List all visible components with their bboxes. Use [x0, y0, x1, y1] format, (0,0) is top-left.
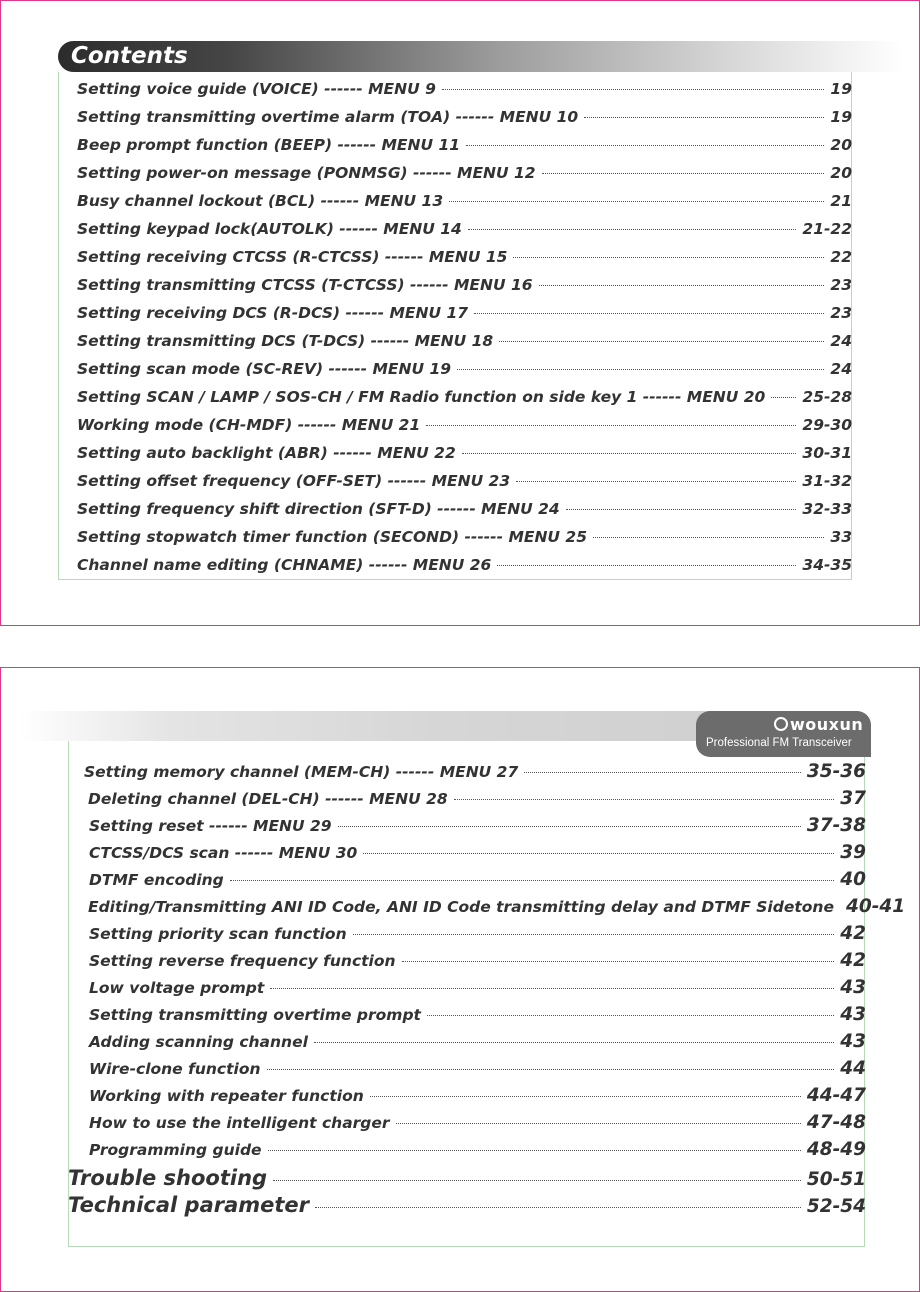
brand-badge	[696, 711, 871, 757]
toc-entry-page: 43	[840, 977, 866, 998]
toc-entry	[88, 788, 866, 815]
dot-leader	[427, 1015, 834, 1016]
toc-entry-page: 24	[830, 360, 852, 378]
toc-entry-title: Setting memory channel (MEM-CH) ------ MENU 27	[84, 763, 519, 781]
toc-entry	[89, 842, 866, 869]
toc-entry-page: 48-49	[806, 1139, 866, 1160]
dot-leader	[497, 565, 796, 566]
toc-entry	[77, 276, 852, 304]
toc-entry-page: 32-33	[802, 500, 852, 518]
toc-entry-title: Setting transmitting overtime prompt	[89, 1006, 421, 1024]
toc-entry-title: DTMF encoding	[89, 871, 224, 889]
toc-entry-title: Channel name editing (CHNAME) ------ MENU 26	[77, 556, 492, 574]
toc-entry	[89, 1004, 866, 1031]
toc-entry-page: 44-47	[806, 1085, 866, 1106]
dot-leader	[268, 1150, 801, 1151]
dot-leader	[442, 89, 825, 90]
toc-entry-title: Busy channel lockout (BCL) ------ MENU 13	[77, 192, 444, 210]
dot-leader	[396, 1123, 801, 1124]
toc-entry-title: Trouble shooting	[68, 1166, 268, 1190]
toc-entry-title: Setting auto backlight (ABR) ------ MENU 22	[77, 444, 456, 462]
toc-entry	[77, 304, 852, 332]
toc-entry-page: 43	[840, 1031, 866, 1052]
toc-entry-title: Setting offset frequency (OFF-SET) ------ MENU 23	[77, 472, 511, 490]
logo-swirl-icon	[774, 717, 788, 731]
toc-entry-title: Setting power-on message (PONMSG) ------ MENU 12	[77, 164, 536, 182]
contents-heading: Contents	[71, 43, 188, 69]
toc-entry-title: Low voltage prompt	[89, 979, 265, 997]
toc-entry-title: Setting reverse frequency function	[89, 952, 396, 970]
toc-entry	[89, 1031, 866, 1058]
brand-name: wouxun	[790, 714, 864, 734]
dot-leader	[771, 397, 796, 398]
toc-entry-page: 20	[830, 164, 852, 182]
dot-leader	[516, 481, 796, 482]
toc-entry-title: Programming guide	[89, 1141, 262, 1159]
toc-entry	[89, 815, 866, 842]
toc-entry	[77, 136, 852, 164]
dot-leader	[584, 117, 824, 118]
toc-entry	[77, 388, 852, 416]
toc-entry-page: 37-38	[806, 815, 866, 836]
toc-entry	[77, 164, 852, 192]
toc-entry-title: Technical parameter	[68, 1193, 310, 1217]
toc-entry	[77, 360, 852, 388]
toc-entry	[77, 500, 852, 528]
toc-entry	[89, 869, 866, 896]
dot-leader	[542, 173, 825, 174]
toc-entry-page: 33	[830, 528, 852, 546]
toc-entry	[77, 556, 852, 584]
toc-entry-title: Editing/Transmitting ANI ID Code, ANI ID Code transmitting delay and DTMF Sidetone	[88, 898, 834, 916]
toc-entry-page: 37	[840, 788, 866, 809]
toc-entry-page: 19	[830, 108, 852, 126]
dot-leader	[353, 934, 835, 935]
dot-leader	[524, 772, 801, 773]
toc-entry	[77, 416, 852, 444]
toc-entry-title: Setting transmitting overtime alarm (TOA) ------ MENU 10	[77, 108, 579, 126]
toc-entry-title: CTCSS/DCS scan ------ MENU 30	[89, 844, 358, 862]
toc-entry-page: 21	[830, 192, 852, 210]
dot-leader	[466, 145, 824, 146]
dot-leader	[474, 313, 824, 314]
toc-entry-page: 23	[830, 276, 852, 294]
toc-entry-page: 22	[830, 248, 852, 266]
dot-leader	[426, 425, 796, 426]
toc-entry-page: 20	[830, 136, 852, 154]
toc-entry	[88, 896, 906, 923]
toc-entry-page: 42	[840, 923, 866, 944]
toc-entry	[89, 950, 866, 977]
toc-entry	[89, 923, 866, 950]
toc-entry-title: Setting scan mode (SC-REV) ------ MENU 19	[77, 360, 452, 378]
toc-entry-title: Setting receiving CTCSS (R-CTCSS) ------ MENU 15	[77, 248, 508, 266]
dot-leader	[462, 453, 797, 454]
toc-entry-page: 42	[840, 950, 866, 971]
toc-entry-title: Setting SCAN / LAMP / SOS-CH / FM Radio function on side key 1 ------ MENU 20	[77, 388, 766, 406]
toc-entry-title: Beep prompt function (BEEP) ------ MENU 11	[77, 136, 461, 154]
toc-entry-page: 31-32	[802, 472, 852, 490]
brand-tagline: Professional FM Transceiver	[706, 737, 852, 749]
toc-entry-page: 50-51	[806, 1169, 866, 1190]
toc-entry-title: Wire-clone function	[89, 1060, 261, 1078]
toc-entry	[77, 444, 852, 472]
dot-leader	[449, 201, 824, 202]
wouxun-logo	[774, 714, 863, 734]
dot-leader	[539, 285, 825, 286]
toc-entry-title: Setting receiving DCS (R-DCS) ------ MENU 17	[77, 304, 469, 322]
toc-entry-page: 47-48	[806, 1112, 866, 1133]
toc-entry	[77, 528, 852, 556]
dot-leader	[499, 341, 824, 342]
toc-entry-page: 23	[830, 304, 852, 322]
toc-entry-title: Setting voice guide (VOICE) ------ MENU 9	[77, 80, 436, 98]
toc-entry-title: Setting frequency shift direction (SFT-D) ------ MENU 24	[77, 500, 560, 518]
toc-entry-page: 52-54	[806, 1196, 866, 1217]
toc-entry	[77, 248, 852, 276]
toc-entry	[77, 220, 852, 248]
toc-entry-title: Working mode (CH-MDF) ------ MENU 21	[77, 416, 421, 434]
toc-entry-page: 35-36	[806, 761, 866, 782]
toc-entry-page: 29-30	[802, 416, 852, 434]
toc-entry	[77, 108, 852, 136]
toc-entry-page: 34-35	[802, 556, 852, 574]
toc-entry-page: 24	[830, 332, 852, 350]
dot-leader	[454, 799, 835, 800]
dot-leader	[457, 369, 824, 370]
dot-leader	[230, 880, 834, 881]
toc-entry-title: How to use the intelligent charger	[89, 1114, 390, 1132]
toc-entry-page: 21-22	[802, 220, 852, 238]
dot-leader	[273, 1180, 801, 1181]
toc-entry-page: 19	[830, 80, 852, 98]
toc-entry	[84, 761, 866, 788]
toc-entry	[68, 1193, 866, 1220]
toc-entry-title: Setting keypad lock(AUTOLK) ------ MENU 14	[77, 220, 462, 238]
dot-leader	[270, 988, 834, 989]
toc-entry-title: Setting stopwatch timer function (SECOND) ------ MENU 25	[77, 528, 587, 546]
toc-entry-page: 39	[840, 842, 866, 863]
toc-entry	[77, 472, 852, 500]
toc-entry-page: 30-31	[802, 444, 852, 462]
toc-entry-title: Setting transmitting CTCSS (T-CTCSS) ------ MENU 16	[77, 276, 533, 294]
toc-entry-title: Setting transmitting DCS (T-DCS) ------ MENU 18	[77, 332, 494, 350]
dot-leader	[315, 1207, 801, 1208]
toc-entry-page: 43	[840, 1004, 866, 1025]
toc-entry	[77, 80, 852, 108]
dot-leader	[402, 961, 835, 962]
dot-leader	[338, 826, 801, 827]
dot-leader	[267, 1069, 835, 1070]
toc-entry	[77, 192, 852, 220]
toc-entry	[89, 977, 866, 1004]
toc-entry	[89, 1112, 866, 1139]
toc-entry-page: 25-28	[802, 388, 852, 406]
contents-banner	[58, 41, 903, 72]
toc-entry-title: Working with repeater function	[89, 1087, 364, 1105]
dot-leader	[468, 229, 797, 230]
toc-entry	[89, 1139, 866, 1166]
dot-leader	[363, 853, 834, 854]
toc-entry-title: Adding scanning channel	[89, 1033, 308, 1051]
toc-entry	[68, 1166, 866, 1193]
toc-entry-page: 44	[840, 1058, 866, 1079]
header-band	[20, 711, 780, 741]
toc-entry-page: 40	[840, 869, 866, 890]
dot-leader	[593, 537, 824, 538]
toc-entry-title: Setting priority scan function	[89, 925, 347, 943]
toc-entry-page: 40-41	[845, 896, 906, 917]
toc-entry-title: Deleting channel (DEL-CH) ------ MENU 28	[88, 790, 448, 808]
dot-leader	[566, 509, 797, 510]
dot-leader	[513, 257, 824, 258]
toc-entry-title: Setting reset ------ MENU 29	[89, 817, 332, 835]
toc-entry	[89, 1085, 866, 1112]
dot-leader	[370, 1096, 801, 1097]
dot-leader	[314, 1042, 834, 1043]
toc-entry	[77, 332, 852, 360]
toc-entry	[89, 1058, 866, 1085]
